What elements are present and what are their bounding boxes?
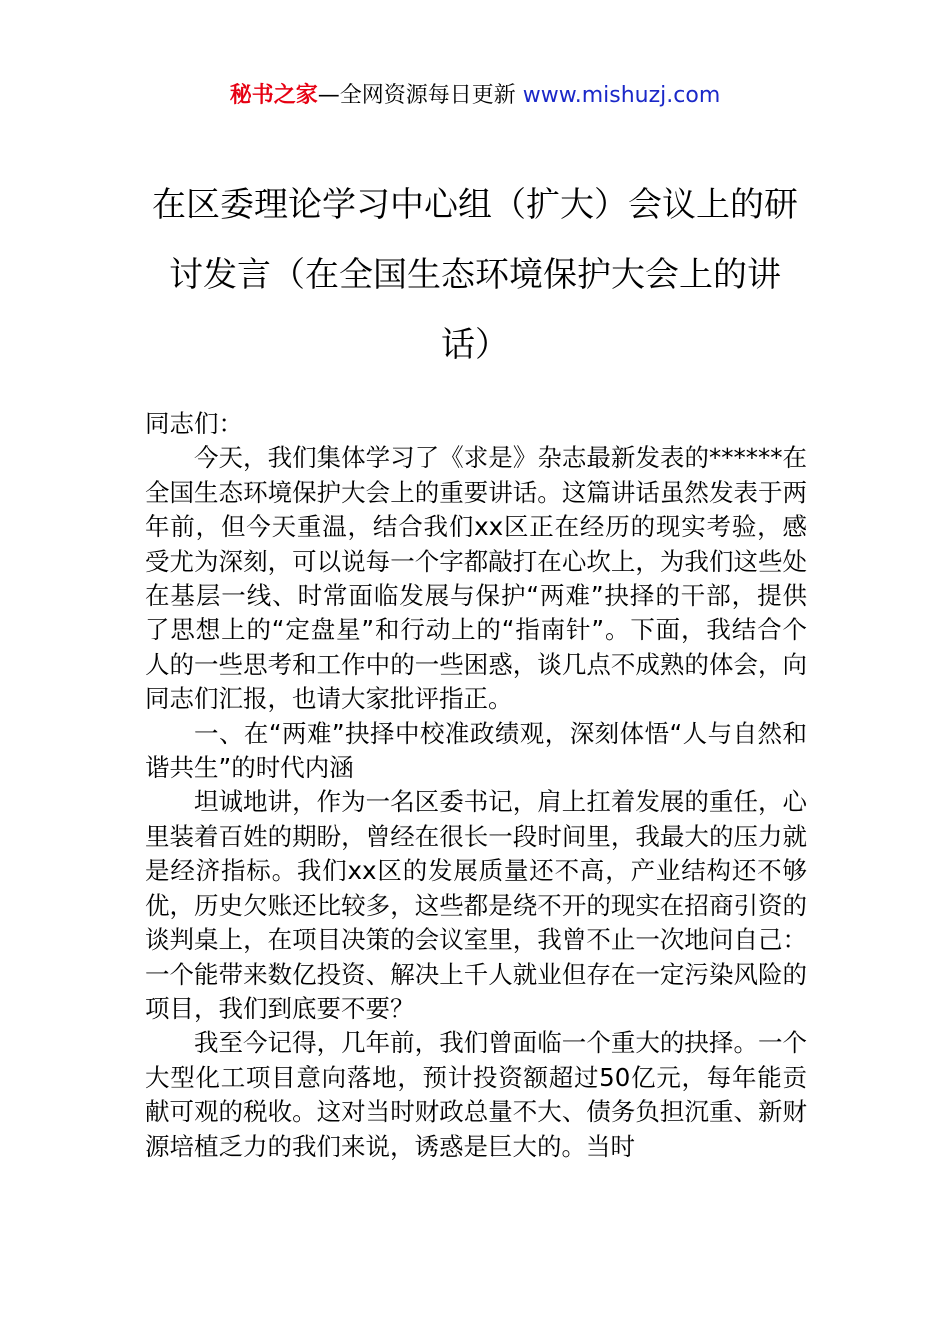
section-heading: 一、在“两难”抉择中校准政绩观，深刻体悟“人与自然和谐共生”的时代内涵 bbox=[145, 718, 807, 783]
site-header bbox=[0, 80, 950, 112]
document-body bbox=[145, 407, 807, 1164]
paragraph-body: 坦诚地讲，作为一名区委书记，肩上扛着发展的重任，心里装着百姓的期盼，曾经在很长一段时间里，我最大的压力就是经济指标。我们xx区的发展质量还不高，产业结构还不够优，历史欠账还比较多，这些都是绕不开的现实在招商引资的谈判桌上，在项目决策的会议室里，我曾不止一次地问自己：一个能带来数亿投资、解决上千人就业但存在一定污染风险的项目，我们到底要不要？ bbox=[145, 787, 807, 1023]
paragraph-body: 我至今记得，几年前，我们曾面临一个重大的抉择。一个大型化工项目意向落地，预计投资额超过50亿元，每年能贡献可观的税收。这对当时财政总量不大、债务负担沉重、新财源培植乏力的我们来说，诱惑是巨大的。当时 bbox=[145, 1028, 807, 1161]
site-tagline: —全网资源每日更新 bbox=[317, 83, 516, 108]
site-brand: 秘书之家 bbox=[229, 83, 318, 108]
salutation: 同志们： bbox=[145, 409, 243, 438]
document-title: 在区委理论学习中心组（扩大）会议上的研讨发言（在全国生态环境保护大会上的讲话） bbox=[152, 185, 798, 365]
site-url-link[interactable]: www.mishuzj.com bbox=[522, 83, 721, 108]
paragraph-intro: 今天，我们集体学习了《求是》杂志最新发表的******在全国生态环境保护大会上的重要讲话。这篇讲话虽然发表于两年前，但今天重温，结合我们xx区正在经历的现实考验，感受尤为深刻，可以说每一个字都敲打在心坎上，为我们这些处在基层一线、时常面临发展与保护“两难”抉择的干部，提供了思想上的“定盘星”和行动上的“指南针”。下面，我结合个人的一些思考和工作中的一些困惑，谈几点不成熟的体会，向同志们汇报，也请大家批评指正。 bbox=[145, 443, 807, 714]
